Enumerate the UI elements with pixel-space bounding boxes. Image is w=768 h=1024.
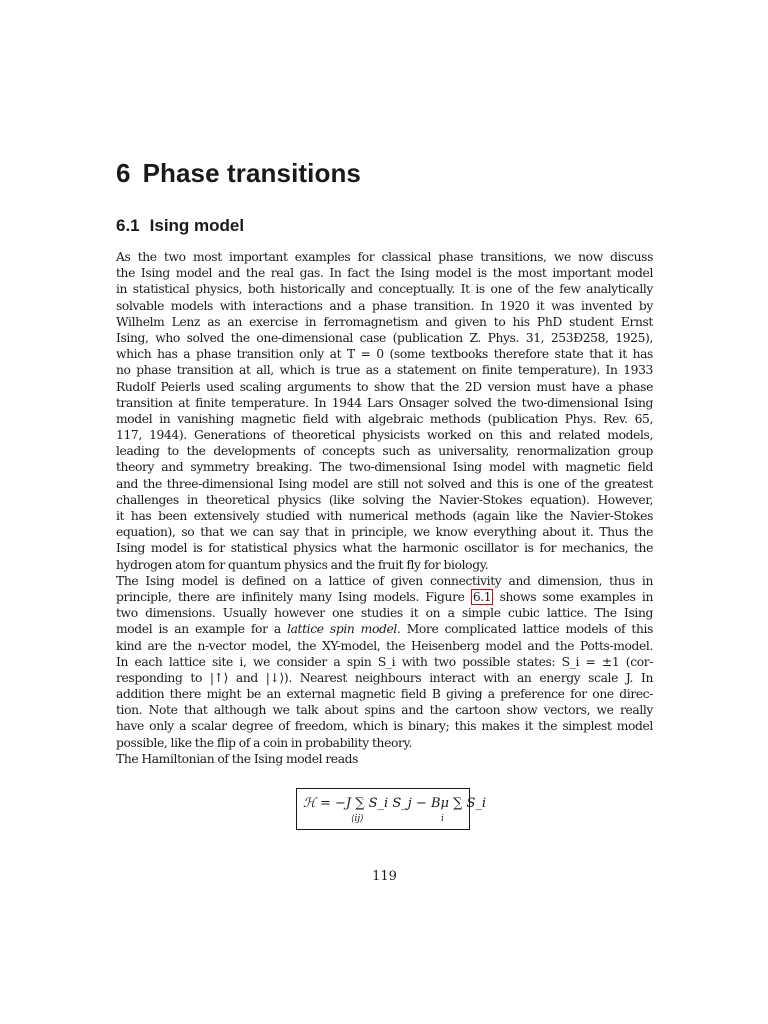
- text-line: have only a scalar degree of freedom, which is binary; this makes it the simplest model: [116, 719, 653, 734]
- text-line-with-ref: [116, 589, 653, 605]
- text-line: no phase transition at all, which is true as a statement on finite temperature). In 1933: [116, 363, 653, 378]
- body-text: [116, 249, 653, 767]
- document-page: [116, 0, 653, 1024]
- chapter-title-text: Phase transitions: [142, 158, 361, 188]
- page-number: 119: [372, 869, 397, 884]
- chapter-title: [116, 158, 361, 189]
- text-line: model in vanishing magnetic field with algebraic methods (publication Phys. Rev. 65,: [116, 411, 653, 426]
- text-fragment: principle, there are infinitely many Ising models. Figure: [116, 589, 471, 604]
- section-title: [116, 216, 244, 236]
- text-fragment: . More complicated lattice models of this: [396, 622, 653, 637]
- text-line: hydrogen atom for quantum physics and the fruit fly for biology.: [116, 557, 489, 572]
- text-line: solvable models with interactions and a phase transition. In 1920 it was invented by: [116, 298, 653, 313]
- text-line: The Hamiltonian of the Ising model reads: [116, 751, 359, 766]
- section-title-text: Ising model: [149, 216, 245, 235]
- figure-ref-link[interactable]: 6.1: [472, 589, 492, 604]
- equation-subscript-pairs: ⟨ij⟩: [351, 814, 364, 824]
- text-line: tion. Note that although we talk about spins and the cartoon show vectors, we really: [116, 703, 653, 718]
- text-line: kind are the n-vector model, the XY-model, the Heisenberg model and the Potts-model.: [116, 638, 653, 653]
- text-line: addition there might be an external magnetic field B giving a preference for one direc-: [116, 687, 653, 702]
- text-line: As the two most important examples for classical phase transitions, we now discuss: [116, 250, 653, 264]
- text-line: equation), so that we can say that in principle, we know everything about it. Thus the: [116, 525, 653, 540]
- text-line: it has been extensively studied with numerical methods (again like the Navier-Stokes: [116, 509, 653, 523]
- text-line: theory and symmetry breaking. The two-dimensional Ising model with magnetic field: [116, 460, 653, 475]
- equation-main: ℋ = −J ∑ S_i S_j − Bμ ∑ S_i: [303, 796, 487, 811]
- text-line: two dimensions. Usually however one studies it on a simple cubic lattice. The Ising: [116, 606, 653, 621]
- text-line: Ising model is for statistical physics what the harmonic oscillator is for mechanics, the: [116, 541, 653, 556]
- section-number: 6.1: [116, 216, 140, 235]
- text-line: 117, 1944). Generations of theoretical physicists worked on this and related models,: [116, 428, 653, 443]
- hamiltonian-equation: [296, 788, 487, 830]
- text-line: responding to |↑⟩ and |↓⟩). Nearest neighbours interact with an energy scale J. In: [116, 670, 653, 685]
- text-line-with-emphasis: [116, 621, 653, 637]
- text-line: in statistical physics, both historically and conceptually. It is one of the few analytically: [116, 282, 653, 297]
- equation-subscript-sites: i: [441, 814, 444, 824]
- text-line: In each lattice site i, we consider a spin S_i with two possible states: S_i = ±1 (cor-: [116, 654, 653, 669]
- text-fragment: shows some examples in: [493, 589, 653, 604]
- text-line: leading to the developments of concepts such as universality, renormalization group: [116, 444, 653, 459]
- text-line: Rudolf Peierls used scaling arguments to show that the 2D version must have a phase: [116, 379, 653, 394]
- text-line: which has a phase transition only at T = 0 (some textbooks therefore state that it has: [116, 347, 653, 362]
- text-fragment: model is an example for a: [116, 622, 288, 637]
- text-line: the Ising model and the real gas. In fact the Ising model is the most important model: [116, 266, 653, 281]
- text-line: transition at finite temperature. In 1944 Lars Onsager solved the two-dimensional Ising: [116, 395, 653, 410]
- text-line: The Ising model is defined on a lattice of given connectivity and dimension, thus in: [116, 573, 653, 588]
- text-line: and the three-dimensional Ising model are still not solved and this is one of the greatest: [116, 476, 653, 491]
- emphasis-term: lattice spin model: [287, 622, 397, 637]
- chapter-number: 6: [116, 158, 131, 188]
- text-line: challenges in theoretical physics (like solving the Navier-Stokes equation). However,: [116, 492, 653, 507]
- text-line: Wilhelm Lenz as an exercise in ferromagnetism and given to his PhD student Ernst: [116, 314, 653, 329]
- text-line: possible, like the flip of a coin in probability theory.: [116, 735, 412, 750]
- text-line: Ising, who solved the one-dimensional case (publication Z. Phys. 31, 253Ð258, 1925),: [116, 330, 653, 345]
